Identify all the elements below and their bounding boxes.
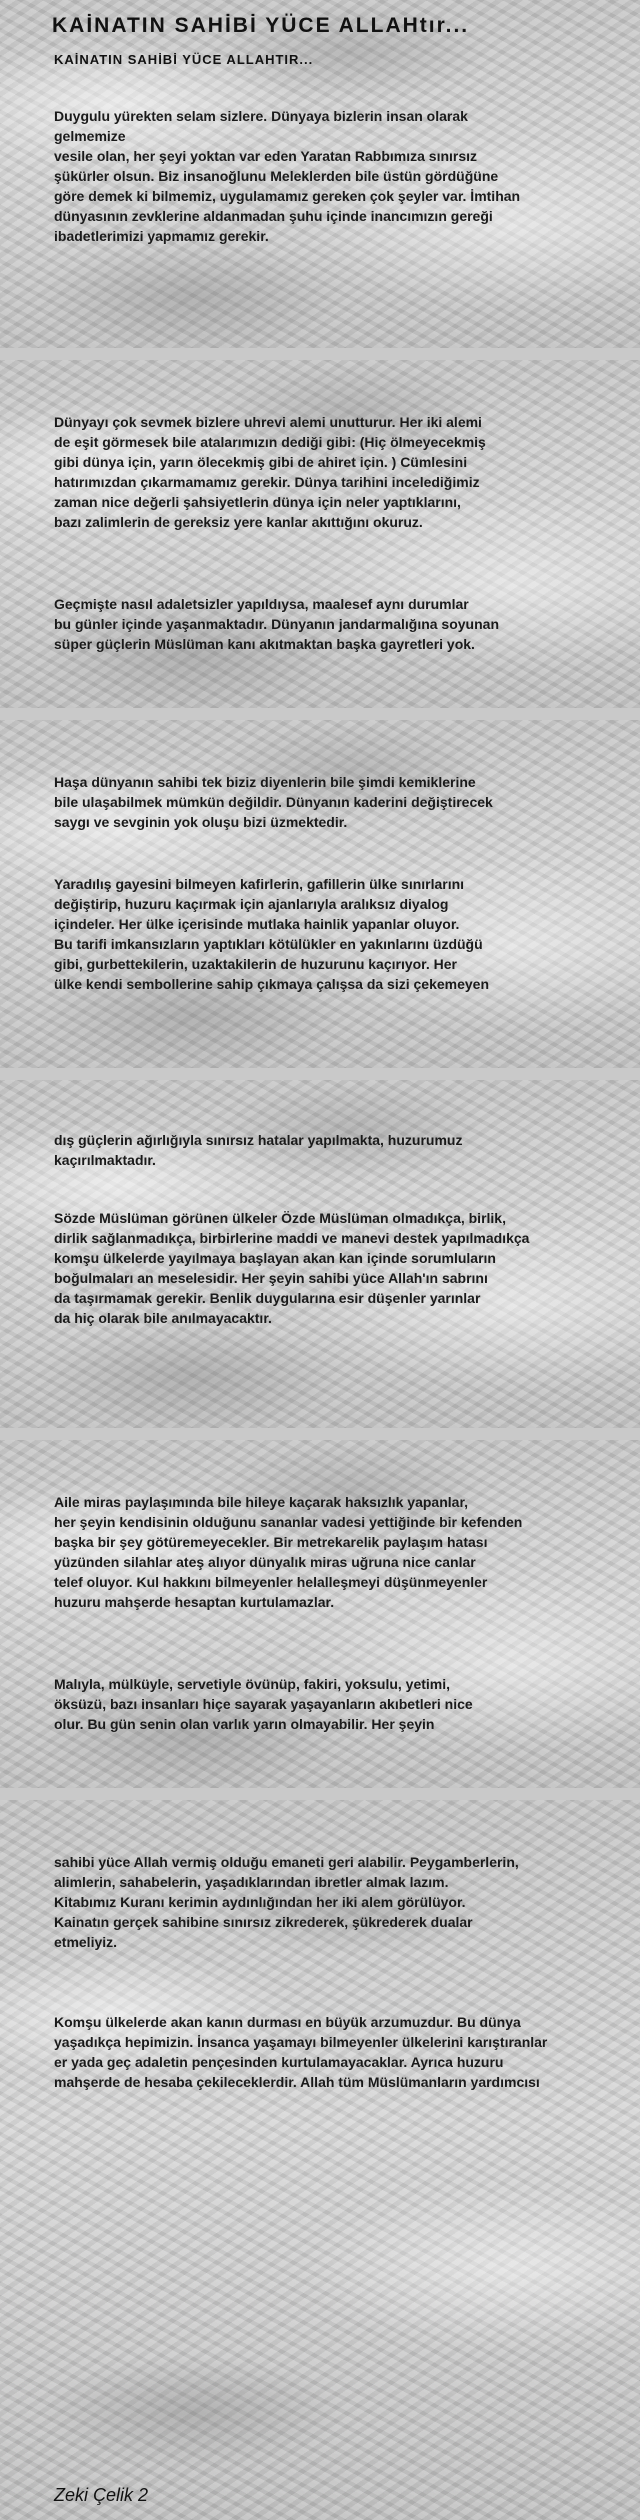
text-line: her şeyin kendisinin olduğunu sananlar vadesi yettiğinde bir kefenden — [54, 1514, 523, 1530]
text-line: huzuru mahşerde hesaptan kurtulamazlar. — [54, 1594, 335, 1610]
author-signature: Zeki Çelik 2 — [54, 2485, 149, 2505]
text-line: öksüzü, bazı insanları hiçe sayarak yaşayanların akıbetleri nice — [54, 1696, 473, 1712]
text-line: alimlerin, sahabelerin, yaşadıklarından ibretler almak lazım. — [54, 1874, 449, 1890]
text-line: Bu tarifi imkansızların yaptıkları kötülükler en yakınlarını üzdüğü — [54, 936, 483, 952]
text-line: sahibi yüce Allah vermiş olduğu emaneti geri alabilir. Peygamberlerin, — [54, 1854, 519, 1870]
text-line: telef oluyor. Kul hakkını bilmeyenler helalleşmeyi düşünmeyenler — [54, 1574, 488, 1590]
text-line: Kainatın gerçek sahibine sınırsız zikrederek, şükrederek dualar — [54, 1914, 473, 1930]
text-line: dünyasının zevklerine aldanmadan şuhu içinde inancımızın gereği — [54, 208, 493, 224]
text-line: boğulmaları an meselesidir. Her şeyin sahibi yüce Allah'ın sabrını — [54, 1270, 488, 1286]
text-line: vesile olan, her şeyi yoktan var eden Yaratan Rabbımıza sınırsız — [54, 148, 478, 164]
paragraph — [54, 1130, 462, 1170]
text-line: bu günler içinde yaşanmaktadır. Dünyanın jandarmalığına soyunan — [54, 616, 499, 632]
text-line: başka bir şey götüremeyecekler. Bir metrekarelik paylaşım hatası — [54, 1534, 488, 1550]
text-line: içindeler. Her ülke içerisinde mutlaka hainlik yapanlar oluyor. — [54, 916, 460, 932]
text-line: değiştirip, huzuru kaçırmak için ajanlarıyla aralıksız diyalog — [54, 896, 449, 912]
text-line: göre demek ki bilmemiz, uygulamamız gereken çok şeyler var. İmtihan — [54, 188, 521, 204]
paragraph — [54, 874, 489, 994]
text-line: Haşa dünyanın sahibi tek biziz diyenlerin bile şimdi kemiklerine — [54, 774, 476, 790]
paragraph — [54, 412, 486, 532]
text-line: mahşerde de hesaba çekileceklerdir. Allah tüm Müslümanların yardımcısı — [54, 2074, 540, 2090]
paragraph — [54, 1852, 519, 1952]
slide-2 — [0, 360, 640, 708]
text-line: zaman nice değerli şahsiyetlerin dünya için neler yaptıklarını, — [54, 494, 461, 510]
text-line: hatırımızdan çıkarmamamız gerekir. Dünya tarihini incelediğimiz — [54, 474, 480, 490]
text-line: Komşu ülkelerde akan kanın durması en büyük arzumuzdur. Bu dünya — [54, 2014, 521, 2030]
text-line: yüzünden silahlar ateş alıyor dünyalık miras uğruna nice canlar — [54, 1554, 476, 1570]
text-line: Geçmişte nasıl adaletsizler yapıldıysa, maalesef aynı durumlar — [54, 596, 469, 612]
text-line: ibadetlerimizi yapmamız gerekir. — [54, 228, 269, 244]
slide-6 — [0, 1800, 640, 2520]
text-line: saygı ve sevginin yok oluşu bizi üzmektedir. — [54, 814, 348, 830]
text-line: Kitabımız Kuranı kerimin aydınlığından her iki alem görülüyor. — [54, 1894, 466, 1910]
text-line: bile ulaşabilmek mümkün değildir. Dünyanın kaderini değiştirecek — [54, 794, 493, 810]
paragraph — [54, 594, 499, 654]
text-line: olur. Bu gün senin olan varlık yarın olmayabilir. Her şeyin — [54, 1716, 435, 1732]
text-line: gelmemize — [54, 128, 126, 144]
slide-1 — [0, 0, 640, 348]
text-line: dirlik sağlanmadıkça, birbirlerine maddi ve manevi destek yapılmadıkça — [54, 1230, 530, 1246]
paragraph — [54, 1674, 473, 1734]
page-title: KAİNATIN SAHİBİ YÜCE ALLAHtır... — [52, 14, 470, 37]
paragraph — [54, 2012, 547, 2092]
text-line: da hiç olarak bile anılmayacaktır. — [54, 1310, 272, 1326]
text-line: şükürler olsun. Biz insanoğlunu Meleklerden bile üstün gördüğüne — [54, 168, 499, 184]
text-line: da taşırmamak gerekir. Benlik duygularına esir düşenler yarınlar — [54, 1290, 481, 1306]
slide-3 — [0, 720, 640, 1068]
text-line: komşu ülkelerde yayılmaya başlayan akan kan içinde sorumluların — [54, 1250, 496, 1266]
text-line: dış güçlerin ağırlığıyla sınırsız hatalar yapılmakta, huzurumuz — [54, 1132, 463, 1148]
paragraph — [54, 1492, 522, 1612]
text-line: Malıyla, mülküyle, servetiyle övünüp, fakiri, yoksulu, yetimi, — [54, 1676, 451, 1692]
text-line: Duygulu yürekten selam sizlere. Dünyaya bizlerin insan olarak — [54, 108, 468, 124]
page-subtitle: KAİNATIN SAHİBİ YÜCE ALLAHTIR... — [54, 52, 314, 67]
slide-4 — [0, 1080, 640, 1428]
text-line: bazı zalimlerin de gereksiz yere kanlar akıttığını okuruz. — [54, 514, 423, 530]
text-line: süper güçlerin Müslüman kanı akıtmaktan başka gayretleri yok. — [54, 636, 475, 652]
slide-5 — [0, 1440, 640, 1788]
text-line: etmeliyiz. — [54, 1934, 118, 1950]
text-line: kaçırılmaktadır. — [54, 1152, 156, 1168]
text-line: yaşadıkça hepimizin. İnsanca yaşamayı bilmeyenler ülkelerini karıştıranlar — [54, 2034, 548, 2050]
text-line: gibi dünya için, yarın ölecekmiş gibi de ahiret için. ) Cümlesini — [54, 454, 468, 470]
text-line: Yaradılış gayesini bilmeyen kafirlerin, gafillerin ülke sınırlarını — [54, 876, 465, 892]
text-line: Sözde Müslüman görünen ülkeler Özde Müslüman olmadıkça, birlik, — [54, 1210, 506, 1226]
text-line: gibi, gurbettekilerin, uzaktakilerin de huzurunu kaçırıyor. Her — [54, 956, 457, 972]
paragraph — [54, 772, 493, 832]
text-line: de eşit görmesek bile atalarımızın dediği gibi: (Hiç ölmeyecekmiş — [54, 434, 486, 450]
text-line: er yada geç adaletin pençesinden kurtulamayacaklar. Ayrıca huzuru — [54, 2054, 504, 2070]
text-line: Dünyayı çok sevmek bizlere uhrevi alemi unutturur. Her iki alemi — [54, 414, 482, 430]
text-line: Aile miras paylaşımında bile hileye kaçarak haksızlık yapanlar, — [54, 1494, 469, 1510]
text-line: ülke kendi sembollerine sahip çıkmaya çalışsa da sizi çekemeyen — [54, 976, 490, 992]
paragraph — [54, 106, 520, 246]
paragraph — [54, 1208, 529, 1328]
